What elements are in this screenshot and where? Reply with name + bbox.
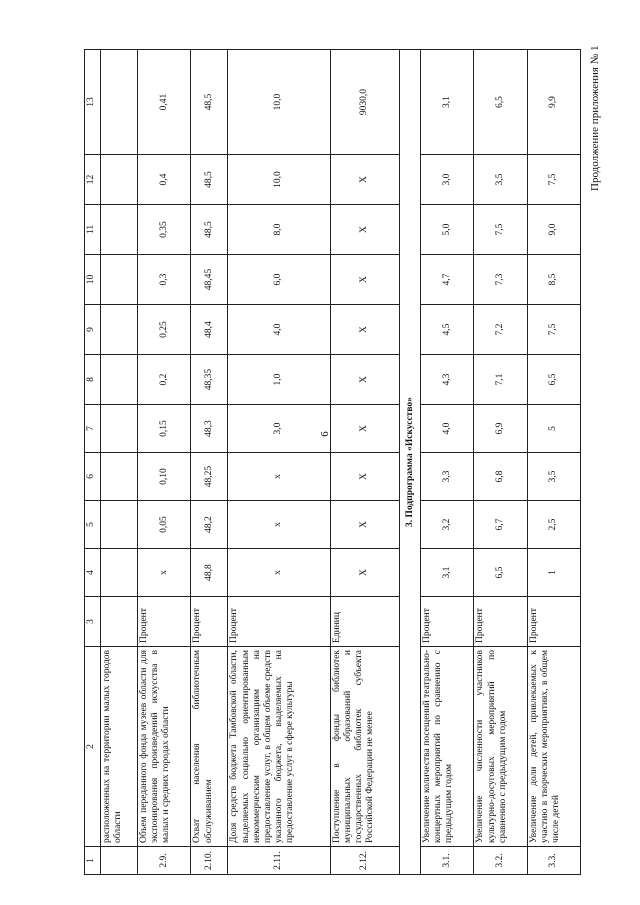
indicators-table — [84, 49, 581, 875]
value-cell: 4,0 — [420, 405, 473, 453]
value-cell: 3,0 — [420, 155, 473, 205]
value-cell: 7,5 — [474, 205, 527, 255]
value-cell: 4,7 — [420, 255, 473, 305]
value-cell: x — [228, 453, 330, 501]
value-cell: 3,0 — [228, 405, 330, 453]
col-header: 13 — [85, 50, 101, 155]
value-cell: 48,8 — [191, 549, 228, 597]
row-number — [101, 847, 138, 875]
row-number: 3.2. — [474, 847, 527, 875]
unit: Единиц — [330, 597, 400, 647]
value-cell: 7,3 — [474, 255, 527, 305]
table-row — [527, 50, 580, 875]
value-cell — [101, 155, 138, 205]
value-cell: x — [228, 501, 330, 549]
indicator-name: Увеличение численности участников культурно-досуговых мероприятий по сравнению с предыдущим годом — [474, 647, 527, 847]
value-cell: 4,0 — [228, 305, 330, 355]
value-cell: X — [330, 205, 400, 255]
value-cell: 3,1 — [420, 549, 473, 597]
col-header: 3 — [85, 597, 101, 647]
value-cell: 48,45 — [191, 255, 228, 305]
col-header: 7 — [85, 405, 101, 453]
table-row — [138, 50, 191, 875]
value-cell — [101, 50, 138, 155]
table-body-1 — [101, 50, 400, 875]
indicator-name: Увеличение доли детей, привлекаемых к участию в творческих мероприятиях, в общем числе детей — [527, 647, 580, 847]
value-cell: 7,2 — [474, 305, 527, 355]
col-header: 6 — [85, 453, 101, 501]
value-cell: 0,05 — [138, 501, 191, 549]
value-cell: 48,35 — [191, 355, 228, 405]
row-number: 2.10. — [191, 847, 228, 875]
value-cell: 7,5 — [527, 305, 580, 355]
value-cell: 3,3 — [420, 453, 473, 501]
col-header: 2 — [85, 647, 101, 847]
page-number: 6 — [318, 431, 331, 437]
value-cell: 5,0 — [420, 205, 473, 255]
value-cell: 3,5 — [474, 155, 527, 205]
table-row — [191, 50, 228, 875]
header-row — [85, 50, 101, 875]
value-cell: 9,9 — [527, 50, 580, 155]
value-cell: x — [138, 549, 191, 597]
value-cell: 3,2 — [420, 501, 473, 549]
table-row — [474, 50, 527, 875]
value-cell: 48,25 — [191, 453, 228, 501]
value-cell: X — [330, 255, 400, 305]
value-cell: 7,5 — [527, 155, 580, 205]
indicator-name: Объем переданного фонда музеев области для экспонирования произведений искусства в малых и средних городах области — [138, 647, 191, 847]
value-cell: 4,3 — [420, 355, 473, 405]
section-row — [400, 50, 421, 875]
value-cell: X — [330, 305, 400, 355]
value-cell: 0,35 — [138, 205, 191, 255]
value-cell: 48,5 — [191, 50, 228, 155]
value-cell: 6,9 — [474, 405, 527, 453]
unit: Процент — [420, 597, 473, 647]
value-cell — [101, 355, 138, 405]
value-cell: 3,1 — [420, 50, 473, 155]
value-cell: 8,5 — [527, 255, 580, 305]
section-row-group — [400, 50, 421, 875]
value-cell: 0,41 — [138, 50, 191, 155]
value-cell: 6,5 — [474, 549, 527, 597]
col-header: 1 — [85, 847, 101, 875]
value-cell — [101, 305, 138, 355]
unit: Процент — [527, 597, 580, 647]
value-cell: 0,15 — [138, 405, 191, 453]
value-cell: X — [330, 549, 400, 597]
value-cell: 7,1 — [474, 355, 527, 405]
unit: Процент — [474, 597, 527, 647]
value-cell — [101, 501, 138, 549]
table-row — [228, 50, 330, 875]
value-cell: 48,4 — [191, 305, 228, 355]
value-cell: 0,25 — [138, 305, 191, 355]
value-cell: 1,0 — [228, 355, 330, 405]
col-header: 8 — [85, 355, 101, 405]
value-cell: 2,5 — [527, 501, 580, 549]
table-body-2 — [420, 50, 580, 875]
value-cell: 6,5 — [474, 50, 527, 155]
unit: Процент — [138, 597, 191, 647]
value-cell: X — [330, 453, 400, 501]
value-cell: 48,5 — [191, 155, 228, 205]
rotated-table-container — [84, 50, 581, 875]
value-cell: 9,0 — [527, 205, 580, 255]
col-header: 10 — [85, 255, 101, 305]
value-cell: 10,0 — [228, 155, 330, 205]
value-cell: X — [330, 405, 400, 453]
row-number: 2.11. — [228, 847, 330, 875]
value-cell: 10,0 — [228, 50, 330, 155]
value-cell: 3,5 — [527, 453, 580, 501]
value-cell — [101, 453, 138, 501]
indicator-name: Увеличение количества посещений театрально-концертных мероприятий по сравнению с предыдущим годом — [420, 647, 473, 847]
value-cell: 6,8 — [474, 453, 527, 501]
table-row — [101, 50, 138, 875]
appendix-note: Продолжение приложения № 1 — [589, 45, 601, 191]
table-row — [420, 50, 473, 875]
appendix-note-wrapper — [580, 0, 600, 200]
col-header: 9 — [85, 305, 101, 355]
row-number: 2.12. — [330, 847, 400, 875]
unit — [101, 597, 138, 647]
indicator-name: Охват населения библиотечным обслуживанием — [191, 647, 228, 847]
value-cell — [101, 549, 138, 597]
value-cell: 4,5 — [420, 305, 473, 355]
unit: Процент — [191, 597, 228, 647]
value-cell: x — [228, 549, 330, 597]
value-cell: 0,3 — [138, 255, 191, 305]
value-cell: 0,10 — [138, 453, 191, 501]
value-cell: 6,5 — [527, 355, 580, 405]
value-cell: X — [330, 155, 400, 205]
value-cell: 48,3 — [191, 405, 228, 453]
col-header: 4 — [85, 549, 101, 597]
row-number: 3.3. — [527, 847, 580, 875]
indicator-name: Доля средств бюджета Тамбовской области, выделяемых социально ориентированным некоммерческим организациям на предоставление услуг, в общем объеме средств указанного бюджета, выделяемых на предоставление услуг в сфере культуры — [228, 647, 330, 847]
indicator-name: расположенных на территории малых городов области — [101, 647, 138, 847]
value-cell: 48,5 — [191, 205, 228, 255]
value-cell — [101, 405, 138, 453]
value-cell: 6,0 — [228, 255, 330, 305]
value-cell — [101, 205, 138, 255]
value-cell: 1 — [527, 549, 580, 597]
value-cell: 9030,0 — [330, 50, 400, 155]
value-cell: 0,4 — [138, 155, 191, 205]
indicator-name: Поступление в фонды библиотек муниципальных образований и государственных библиотек субъекта Российской Федерации не менее — [330, 647, 400, 847]
value-cell: 5 — [527, 405, 580, 453]
col-header: 12 — [85, 155, 101, 205]
value-cell: 0,2 — [138, 355, 191, 405]
row-number: 3.1. — [420, 847, 473, 875]
value-cell: 8,0 — [228, 205, 330, 255]
col-header: 5 — [85, 501, 101, 549]
value-cell: 6,7 — [474, 501, 527, 549]
unit: Процент — [228, 597, 330, 647]
value-cell — [101, 255, 138, 305]
value-cell: X — [330, 355, 400, 405]
table-row — [330, 50, 400, 875]
row-number: 2.9. — [138, 847, 191, 875]
value-cell: X — [330, 501, 400, 549]
section-title: 3. Подпрограмма «Искусство» — [400, 50, 421, 875]
value-cell: 48,2 — [191, 501, 228, 549]
col-header: 11 — [85, 205, 101, 255]
